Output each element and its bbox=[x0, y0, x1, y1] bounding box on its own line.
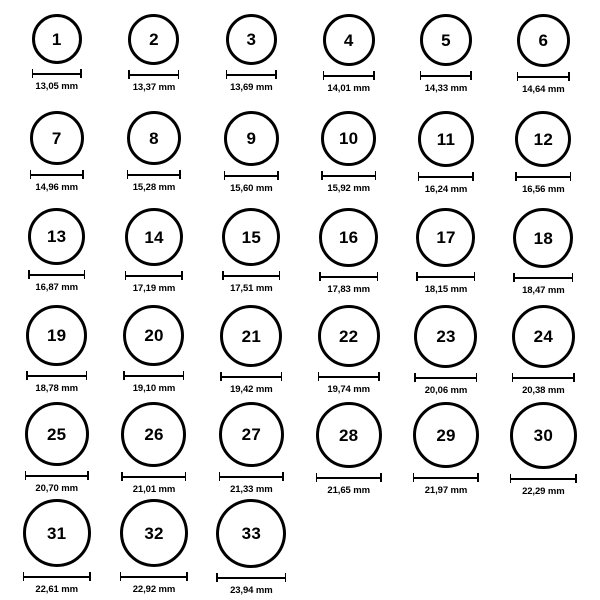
measure-tick-left bbox=[26, 371, 28, 380]
measure-tick-left bbox=[127, 170, 129, 179]
ring-size-cell bbox=[495, 208, 592, 305]
ring-size-cell bbox=[300, 402, 397, 499]
ring-size-number: 24 bbox=[533, 327, 553, 346]
diameter-label: 22,61 mm bbox=[35, 584, 78, 595]
ring-size-cell bbox=[300, 305, 397, 402]
measure-tick-right bbox=[474, 272, 476, 281]
measure-line bbox=[418, 176, 474, 178]
diameter-measure-bar bbox=[316, 473, 382, 482]
ring-circle bbox=[510, 402, 577, 469]
diameter-measure-bar bbox=[510, 474, 577, 483]
measure-tick-left bbox=[125, 271, 127, 280]
measure-tick-right bbox=[275, 70, 277, 79]
measure-tick-right bbox=[178, 70, 180, 79]
measure-line bbox=[222, 275, 280, 277]
diameter-measure-bar bbox=[323, 71, 375, 80]
ring-size-cell bbox=[203, 111, 300, 208]
diameter-measure-bar bbox=[28, 270, 85, 279]
ring-size-cell bbox=[105, 499, 202, 596]
diameter-label: 18,78 mm bbox=[35, 383, 78, 394]
measure-tick-right bbox=[476, 373, 478, 382]
diameter-label: 20,38 mm bbox=[522, 385, 565, 396]
ring-circle bbox=[23, 499, 91, 567]
measure-tick-right bbox=[375, 171, 377, 180]
ring-circle bbox=[323, 14, 375, 66]
ring-size-number: 26 bbox=[144, 425, 164, 444]
measure-tick-left bbox=[219, 472, 221, 481]
diameter-label: 14,33 mm bbox=[424, 83, 468, 94]
measure-tick-right bbox=[573, 373, 575, 382]
measure-tick-right bbox=[185, 472, 187, 481]
diameter-measure-bar bbox=[420, 71, 472, 80]
measure-line bbox=[316, 477, 382, 479]
diameter-measure-bar bbox=[222, 271, 280, 280]
ring-circle bbox=[219, 402, 284, 467]
ring-size-cell bbox=[203, 208, 300, 305]
ring-size-cell bbox=[203, 499, 300, 596]
measure-line bbox=[216, 577, 286, 579]
ring-circle bbox=[515, 111, 571, 167]
measure-tick-left bbox=[517, 72, 519, 81]
diameter-measure-bar bbox=[318, 372, 380, 381]
diameter-label: 20,70 mm bbox=[35, 483, 78, 494]
diameter-label: 17,19 mm bbox=[132, 283, 176, 294]
measure-tick-left bbox=[418, 172, 420, 181]
measure-tick-left bbox=[222, 271, 224, 280]
measure-line bbox=[517, 76, 570, 78]
measure-line bbox=[224, 175, 279, 177]
ring-size-cell bbox=[495, 305, 592, 402]
measure-tick-right bbox=[285, 573, 287, 582]
diameter-measure-bar bbox=[418, 172, 474, 181]
ring-circle bbox=[123, 305, 184, 366]
ring-circle bbox=[121, 402, 186, 467]
diameter-label: 13,05 mm bbox=[35, 81, 78, 92]
ring-size-cell bbox=[397, 14, 494, 111]
ring-size-cell bbox=[203, 14, 300, 111]
measure-line bbox=[321, 175, 376, 177]
measure-tick-left bbox=[220, 372, 222, 381]
diameter-measure-bar bbox=[515, 172, 571, 181]
diameter-measure-bar bbox=[513, 273, 573, 282]
ring-size-cell bbox=[203, 402, 300, 499]
ring-size-cell bbox=[300, 208, 397, 305]
measure-line bbox=[513, 277, 573, 279]
ring-circle bbox=[26, 305, 87, 366]
ring-size-cell bbox=[495, 111, 592, 208]
ring-size-number: 30 bbox=[533, 426, 553, 445]
ring-circle bbox=[513, 208, 573, 268]
measure-tick-right bbox=[183, 371, 185, 380]
ring-size-number: 21 bbox=[241, 326, 261, 346]
measure-line bbox=[25, 475, 89, 477]
diameter-label: 21,97 mm bbox=[424, 485, 468, 496]
ring-size-number: 8 bbox=[149, 128, 159, 148]
diameter-label: 15,28 mm bbox=[132, 182, 176, 193]
ring-size-number: 28 bbox=[339, 425, 359, 445]
ring-circle bbox=[316, 402, 382, 468]
measure-tick-right bbox=[80, 69, 82, 78]
measure-tick-right bbox=[377, 272, 379, 281]
measure-tick-right bbox=[470, 71, 472, 80]
diameter-label: 19,42 mm bbox=[230, 384, 273, 395]
measure-tick-right bbox=[282, 472, 284, 481]
diameter-measure-bar bbox=[413, 473, 479, 482]
diameter-measure-bar bbox=[25, 471, 89, 480]
measure-tick-left bbox=[32, 69, 34, 78]
measure-tick-right bbox=[186, 572, 188, 581]
measure-tick-right bbox=[378, 372, 380, 381]
diameter-measure-bar bbox=[226, 70, 277, 79]
ring-size-number: 27 bbox=[241, 425, 261, 444]
diameter-measure-bar bbox=[26, 371, 87, 380]
ring-size-cell bbox=[105, 14, 202, 111]
measure-line bbox=[125, 275, 183, 277]
ring-size-number: 12 bbox=[533, 129, 553, 149]
ring-size-cell bbox=[105, 111, 202, 208]
measure-line bbox=[128, 74, 179, 76]
diameter-label: 22,92 mm bbox=[132, 584, 176, 595]
diameter-measure-bar bbox=[121, 472, 186, 481]
ring-circle bbox=[224, 111, 279, 166]
measure-tick-right bbox=[82, 170, 84, 179]
diameter-measure-bar bbox=[30, 170, 84, 179]
ring-size-number: 9 bbox=[246, 129, 257, 148]
measure-tick-right bbox=[380, 473, 382, 482]
measure-line bbox=[28, 274, 85, 276]
diameter-label: 13,37 mm bbox=[132, 82, 176, 93]
diameter-measure-bar bbox=[319, 272, 378, 281]
ring-size-number: 32 bbox=[144, 523, 164, 543]
diameter-label: 16,56 mm bbox=[522, 184, 565, 195]
measure-tick-left bbox=[128, 70, 130, 79]
diameter-label: 14,64 mm bbox=[522, 84, 565, 95]
ring-circle bbox=[418, 111, 474, 167]
measure-line bbox=[416, 276, 475, 278]
diameter-measure-bar bbox=[32, 69, 82, 78]
diameter-label: 18,47 mm bbox=[522, 285, 565, 296]
ring-size-number: 33 bbox=[241, 524, 261, 544]
ring-size-cell bbox=[105, 402, 202, 499]
measure-tick-left bbox=[226, 70, 228, 79]
diameter-measure-bar bbox=[416, 272, 475, 281]
ring-size-cell bbox=[8, 14, 105, 111]
measure-line bbox=[510, 478, 577, 480]
measure-tick-right bbox=[89, 572, 91, 581]
ring-size-cell bbox=[8, 402, 105, 499]
ring-size-number: 16 bbox=[339, 228, 359, 247]
measure-tick-left bbox=[414, 373, 416, 382]
ring-size-cell bbox=[203, 305, 300, 402]
ring-circle bbox=[413, 402, 479, 468]
measure-tick-left bbox=[420, 71, 422, 80]
ring-size-cell bbox=[495, 14, 592, 111]
measure-line bbox=[318, 376, 380, 378]
measure-line bbox=[120, 576, 188, 578]
ring-size-number: 20 bbox=[144, 326, 164, 345]
diameter-measure-bar bbox=[120, 572, 188, 581]
measure-tick-left bbox=[216, 573, 218, 582]
diameter-label: 21,33 mm bbox=[230, 484, 273, 495]
diameter-label: 14,01 mm bbox=[327, 83, 370, 94]
ring-circle bbox=[127, 111, 181, 165]
ring-circle bbox=[30, 111, 84, 165]
measure-tick-right bbox=[575, 474, 577, 483]
measure-line bbox=[121, 476, 186, 478]
diameter-measure-bar bbox=[224, 171, 279, 180]
diameter-measure-bar bbox=[128, 70, 179, 79]
measure-tick-left bbox=[321, 171, 323, 180]
diameter-label: 22,29 mm bbox=[522, 486, 565, 497]
ring-size-cell bbox=[397, 305, 494, 402]
measure-tick-left bbox=[30, 170, 32, 179]
ring-size-cell bbox=[105, 305, 202, 402]
measure-line bbox=[127, 174, 181, 176]
ring-size-number: 10 bbox=[339, 129, 359, 148]
diameter-label: 21,65 mm bbox=[327, 485, 370, 496]
ring-size-number: 22 bbox=[339, 326, 359, 346]
diameter-label: 15,60 mm bbox=[230, 183, 273, 194]
measure-line bbox=[413, 477, 479, 479]
ring-size-number: 7 bbox=[51, 128, 62, 148]
diameter-label: 17,51 mm bbox=[230, 283, 273, 294]
measure-tick-left bbox=[323, 71, 325, 80]
measure-tick-left bbox=[28, 270, 30, 279]
ring-size-number: 13 bbox=[47, 227, 67, 246]
ring-circle bbox=[226, 14, 277, 65]
ring-size-cell bbox=[397, 208, 494, 305]
ring-size-number: 5 bbox=[441, 30, 451, 50]
diameter-measure-bar bbox=[517, 72, 570, 81]
measure-line bbox=[226, 74, 277, 76]
measure-tick-right bbox=[572, 273, 574, 282]
ring-circle bbox=[28, 208, 85, 265]
ring-size-cell bbox=[8, 111, 105, 208]
measure-tick-right bbox=[84, 270, 86, 279]
measure-line bbox=[123, 375, 184, 377]
measure-tick-right bbox=[373, 71, 375, 80]
ring-circle bbox=[128, 14, 179, 65]
ring-size-cell bbox=[8, 499, 105, 596]
ring-circle bbox=[25, 402, 89, 466]
ring-size-number: 3 bbox=[246, 30, 257, 49]
ring-circle bbox=[32, 14, 82, 64]
diameter-measure-bar bbox=[220, 372, 282, 381]
ring-size-cell bbox=[105, 208, 202, 305]
diameter-label: 20,06 mm bbox=[424, 385, 468, 396]
measure-tick-left bbox=[224, 171, 226, 180]
measure-line bbox=[32, 73, 82, 75]
ring-size-number: 29 bbox=[436, 425, 456, 445]
ring-circle bbox=[321, 111, 376, 166]
diameter-label: 19,10 mm bbox=[132, 383, 176, 394]
diameter-measure-bar bbox=[216, 573, 286, 582]
ring-size-cell bbox=[300, 14, 397, 111]
measure-tick-left bbox=[513, 273, 515, 282]
measure-tick-left bbox=[121, 472, 123, 481]
measure-tick-left bbox=[316, 473, 318, 482]
diameter-measure-bar bbox=[512, 373, 575, 382]
ring-size-number: 6 bbox=[538, 31, 549, 50]
measure-tick-right bbox=[181, 271, 183, 280]
measure-tick-left bbox=[23, 572, 25, 581]
diameter-label: 23,94 mm bbox=[230, 585, 273, 596]
measure-tick-right bbox=[281, 372, 283, 381]
diameter-label: 18,15 mm bbox=[424, 284, 468, 295]
ring-size-number: 11 bbox=[436, 129, 456, 149]
measure-tick-left bbox=[318, 372, 320, 381]
diameter-measure-bar bbox=[414, 373, 477, 382]
ring-size-cell bbox=[8, 305, 105, 402]
measure-tick-left bbox=[512, 373, 514, 382]
measure-tick-left bbox=[510, 474, 512, 483]
diameter-measure-bar bbox=[23, 572, 91, 581]
ring-circle bbox=[216, 499, 286, 568]
measure-tick-right bbox=[477, 473, 479, 482]
ring-size-grid bbox=[8, 14, 592, 596]
diameter-measure-bar bbox=[321, 171, 376, 180]
ring-size-number: 4 bbox=[343, 30, 354, 50]
diameter-label: 17,83 mm bbox=[327, 284, 370, 295]
measure-line bbox=[30, 174, 84, 176]
measure-line bbox=[515, 176, 571, 178]
diameter-measure-bar bbox=[125, 271, 183, 280]
measure-line bbox=[414, 377, 477, 379]
diameter-label: 14,96 mm bbox=[35, 182, 78, 193]
ring-circle bbox=[318, 305, 380, 367]
measure-line bbox=[220, 376, 282, 378]
measure-line bbox=[420, 75, 472, 77]
diameter-label: 16,24 mm bbox=[424, 184, 468, 195]
measure-tick-left bbox=[25, 471, 27, 480]
diameter-measure-bar bbox=[123, 371, 184, 380]
measure-tick-right bbox=[179, 170, 181, 179]
ring-size-number: 19 bbox=[47, 326, 67, 345]
ring-circle bbox=[220, 305, 282, 367]
diameter-label: 21,01 mm bbox=[132, 484, 176, 495]
ring-circle bbox=[414, 305, 477, 368]
measure-tick-left bbox=[120, 572, 122, 581]
measure-line bbox=[26, 375, 87, 377]
ring-size-cell bbox=[8, 208, 105, 305]
ring-circle bbox=[517, 14, 570, 67]
ring-circle bbox=[319, 208, 378, 267]
diameter-label: 16,87 mm bbox=[35, 282, 78, 293]
measure-line bbox=[323, 75, 375, 77]
ring-size-cell bbox=[495, 402, 592, 499]
measure-line bbox=[23, 576, 91, 578]
measure-tick-right bbox=[86, 371, 88, 380]
measure-tick-left bbox=[123, 371, 125, 380]
ring-size-cell bbox=[397, 402, 494, 499]
diameter-label: 19,74 mm bbox=[327, 384, 370, 395]
ring-size-number: 31 bbox=[47, 523, 67, 543]
diameter-measure-bar bbox=[127, 170, 181, 179]
ring-size-number: 17 bbox=[436, 228, 456, 247]
ring-size-number: 15 bbox=[241, 227, 261, 247]
ring-size-number: 23 bbox=[436, 327, 456, 346]
measure-tick-right bbox=[472, 172, 474, 181]
measure-tick-left bbox=[515, 172, 517, 181]
ring-circle bbox=[416, 208, 475, 267]
measure-tick-right bbox=[277, 171, 279, 180]
ring-circle bbox=[125, 208, 183, 266]
ring-size-number: 25 bbox=[47, 424, 67, 444]
ring-circle bbox=[512, 305, 575, 368]
measure-tick-right bbox=[279, 271, 281, 280]
ring-size-number: 2 bbox=[149, 30, 159, 49]
ring-circle bbox=[222, 208, 280, 266]
measure-tick-right bbox=[570, 172, 572, 181]
diameter-measure-bar bbox=[219, 472, 284, 481]
measure-tick-right bbox=[87, 471, 89, 480]
diameter-label: 13,69 mm bbox=[230, 82, 273, 93]
ring-circle bbox=[120, 499, 188, 567]
measure-line bbox=[219, 476, 284, 478]
measure-tick-left bbox=[416, 272, 418, 281]
measure-line bbox=[319, 276, 378, 278]
ring-size-number: 14 bbox=[144, 227, 164, 247]
measure-tick-left bbox=[319, 272, 321, 281]
ring-size-cell bbox=[300, 111, 397, 208]
ring-size-number: 18 bbox=[533, 228, 553, 248]
ring-size-cell bbox=[397, 111, 494, 208]
diameter-label: 15,92 mm bbox=[327, 183, 370, 194]
ring-size-number: 1 bbox=[51, 29, 62, 49]
ring-circle bbox=[420, 14, 472, 66]
measure-tick-left bbox=[413, 473, 415, 482]
measure-tick-right bbox=[568, 72, 570, 81]
measure-line bbox=[512, 377, 575, 379]
